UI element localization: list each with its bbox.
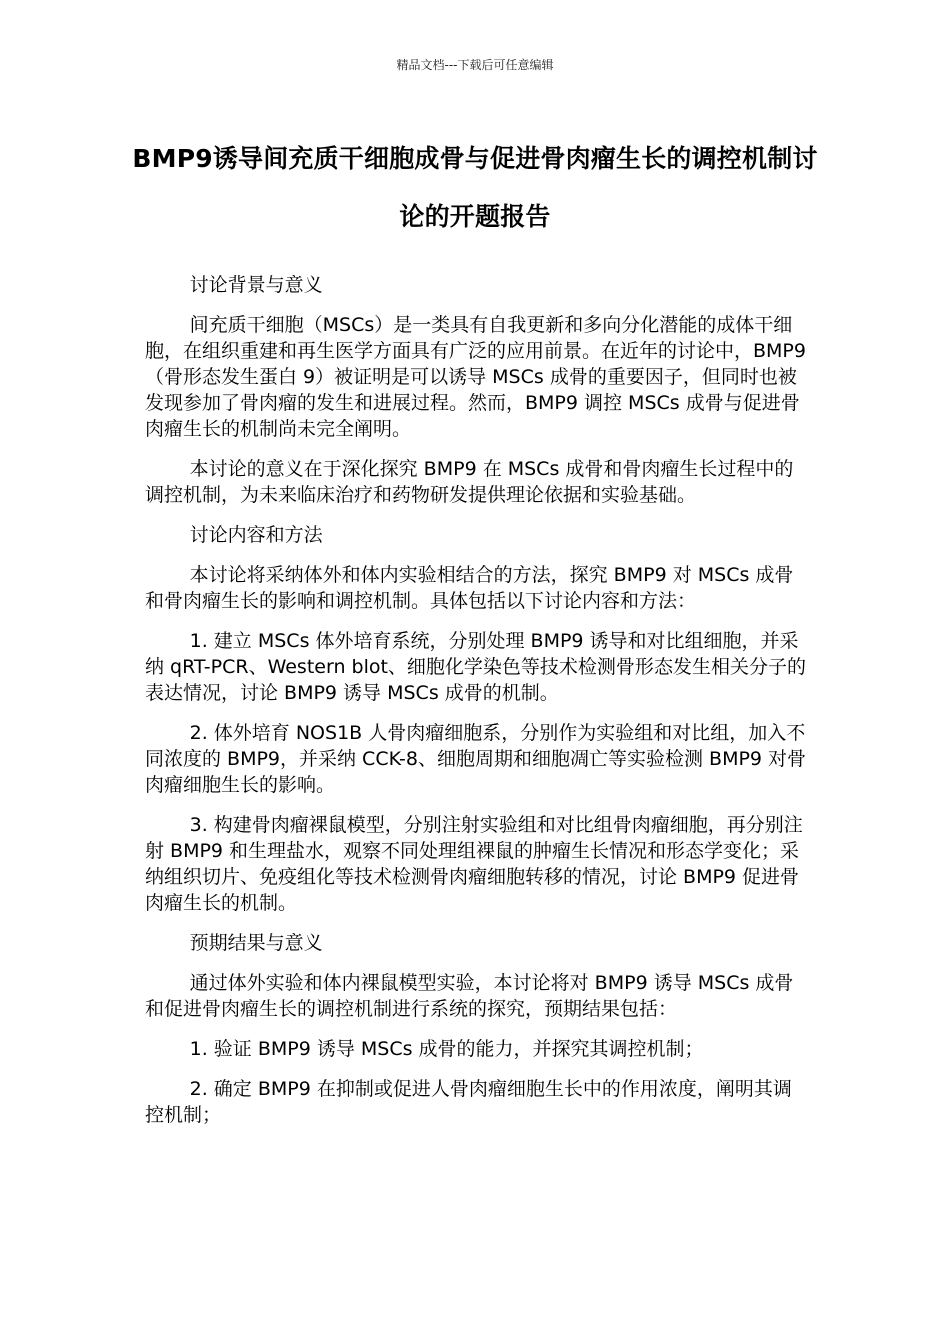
method-item-1: 1. 建立 MSCs 体外培育系统，分别处理 BMP9 诱导和对比组细胞，并采纳 qRT-PCR、Western blot、细胞化学染色等技术检测骨形态发生相关分子的表达情况，讨论 BMP9 诱导 MSCs 成骨的机制。 <box>145 630 806 704</box>
section-heading-background: 讨论背景与意义 <box>189 274 323 296</box>
method-item-3: 3. 构建骨肉瘤裸鼠模型，分别注射实验组和对比组骨肉瘤细胞，再分别注射 BMP9 和生理盐水，观察不同处理组裸鼠的肿瘤生长情况和形态学变化；采纳组织切片、免疫组化等技术检测骨肉瘤细胞转移的情况，讨论 BMP9 促进骨肉瘤生长的机制。 <box>145 814 803 914</box>
section-heading-methods: 讨论内容和方法 <box>189 524 323 546</box>
paragraph-intro: 间充质干细胞（MSCs）是一类具有自我更新和多向分化潜能的成体干细胞，在组织重建和再生医学方面具有广泛的应用前景。在近年的讨论中，BMP9（骨形态发生蛋白 9）被证明是可以诱导 MSCs 成骨的重要因子，但同时也被发现参加了骨肉瘤的发生和进展过程。然而，BMP9 调控 MSCs 成骨与促进骨肉瘤生长的机制尚未完全阐明。 <box>145 314 806 440</box>
paragraph-methods-intro: 本讨论将采纳体外和体内实验相结合的方法，探究 BMP9 对 MSCs 成骨和骨肉瘤生长的影响和调控机制。具体包括以下讨论内容和方法： <box>145 564 794 612</box>
result-item-1: 1. 验证 BMP9 诱导 MSCs 成骨的能力，并探究其调控机制； <box>189 1038 704 1060</box>
paragraph-significance: 本讨论的意义在于深化探究 BMP9 在 MSCs 成骨和骨肉瘤生长过程中的调控机制，为未来临床治疗和药物研发提供理论依据和实验基础。 <box>145 458 794 506</box>
page-header: 精品文档---下载后可任意编辑 <box>396 58 554 72</box>
paragraph-results-intro: 通过体外实验和体内裸鼠模型实验，本讨论将对 BMP9 诱导 MSCs 成骨和促进骨肉瘤生长的调控机制进行系统的探究，预期结果包括： <box>145 972 794 1020</box>
method-item-2: 2. 体外培育 NOS1B 人骨肉瘤细胞系，分别作为实验组和对比组，加入不同浓度的 BMP9，并采纳 CCK-8、细胞周期和细胞凋亡等实验检测 BMP9 对骨肉瘤细胞生长的影响。 <box>145 722 807 796</box>
document-title: BMP9诱导间充质干细胞成骨与促进骨肉瘤生长的调控机制讨论的开题报告 <box>132 144 818 231</box>
section-heading-results: 预期结果与意义 <box>189 932 323 954</box>
result-item-2: 2. 确定 BMP9 在抑制或促进人骨肉瘤细胞生长中的作用浓度，阐明其调控机制； <box>145 1078 792 1126</box>
document-body <box>145 272 810 1142</box>
